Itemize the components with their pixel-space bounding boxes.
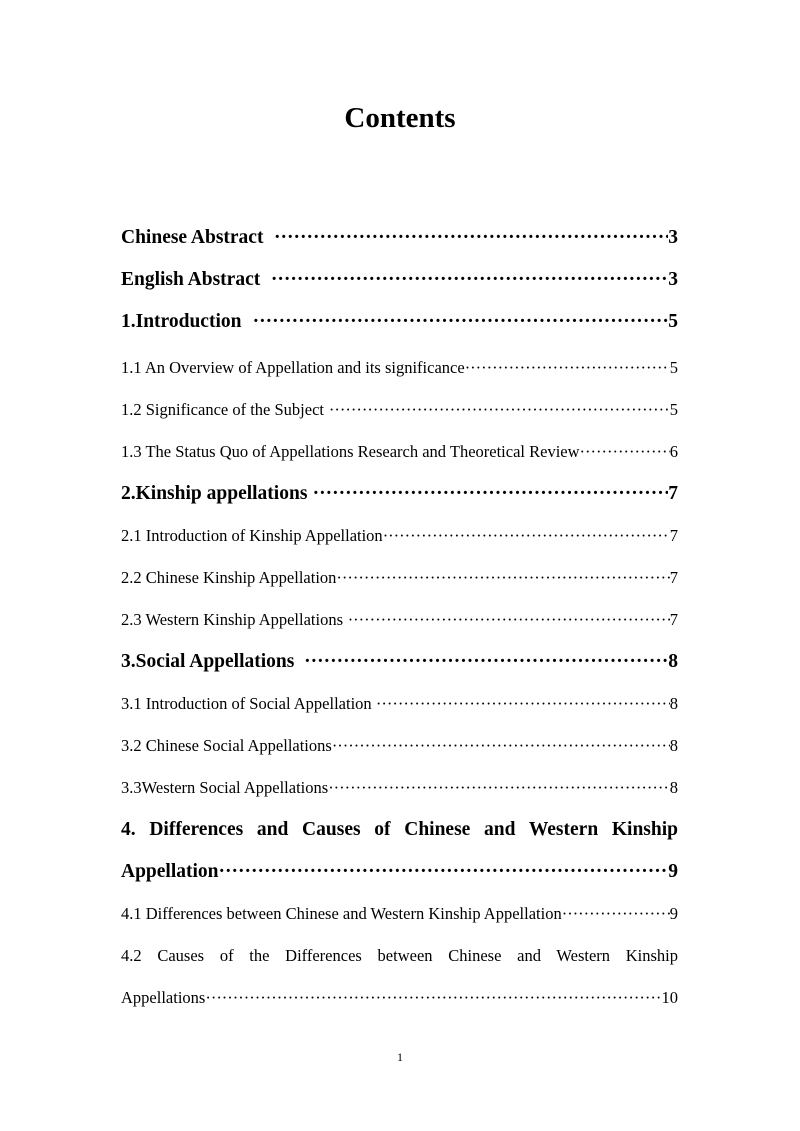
toc-entry-social-appellations[interactable] xyxy=(121,648,678,676)
dot-leader xyxy=(205,986,661,1010)
toc-page-number: 6 xyxy=(669,442,678,461)
toc-entry-1-2[interactable] xyxy=(121,398,678,422)
toc-page-number: 8 xyxy=(669,736,678,755)
toc-entry-differences-causes-line1[interactable] xyxy=(121,816,678,844)
toc-page-number: 7 xyxy=(669,610,678,629)
toc-entry-2-1[interactable] xyxy=(121,524,678,548)
toc-page-number: 3 xyxy=(668,269,678,290)
dot-leader xyxy=(329,398,670,422)
toc-entry-chinese-abstract[interactable] xyxy=(121,224,678,252)
toc-entry-label: Appellations xyxy=(121,988,206,1007)
toc-entry-label: 4.2 Causes of the Differences between Chinese and Western Kinship xyxy=(121,946,678,965)
toc-entry-1-3[interactable] xyxy=(121,440,678,464)
dot-leader xyxy=(336,566,669,590)
dot-leader xyxy=(348,608,670,632)
toc-page-number: 3 xyxy=(668,227,678,248)
toc-entry-4-2-line1[interactable] xyxy=(121,944,678,968)
dot-leader xyxy=(253,308,669,336)
dot-leader xyxy=(219,858,669,886)
toc-page-number: 8 xyxy=(668,651,678,672)
dot-leader xyxy=(274,224,668,252)
toc-entry-label: 3.2 Chinese Social Appellations xyxy=(121,736,332,755)
toc-entry-introduction[interactable] xyxy=(121,308,678,336)
toc-entry-kinship-appellations[interactable] xyxy=(121,480,678,508)
toc-entry-3-1[interactable] xyxy=(121,692,678,716)
dot-leader xyxy=(376,692,670,716)
toc-page-number: 10 xyxy=(661,988,678,1007)
toc-entry-differences-causes[interactable] xyxy=(121,858,678,886)
page-title: Contents xyxy=(344,102,456,134)
toc-entry-label: Chinese Abstract xyxy=(121,227,264,248)
toc-entry-english-abstract[interactable] xyxy=(121,266,678,294)
toc-page-number: 7 xyxy=(669,526,678,545)
toc-entry-label: 1.Introduction xyxy=(121,311,242,332)
toc-entry-label: 2.2 Chinese Kinship Appellation xyxy=(121,568,337,587)
toc-entry-3-2[interactable] xyxy=(121,734,678,758)
toc-page-number: 5 xyxy=(669,400,678,419)
toc-entry-3-3[interactable] xyxy=(121,776,678,800)
toc-page-number: 7 xyxy=(669,568,678,587)
toc-page-number: 9 xyxy=(669,904,678,923)
toc-page-number: 8 xyxy=(669,694,678,713)
toc-page-number: 5 xyxy=(668,311,678,332)
dot-leader xyxy=(580,440,670,464)
toc-page-number: 9 xyxy=(668,861,678,882)
toc-entry-label: 4.1 Differences between Chinese and Western Kinship Appellation xyxy=(121,904,562,923)
toc-entry-label: 1.1 An Overview of Appellation and its significance xyxy=(121,358,465,377)
toc-entry-label: 2.Kinship appellations xyxy=(121,483,308,504)
dot-leader xyxy=(271,266,668,294)
page-number-footer: 1 xyxy=(397,1050,403,1064)
toc-page-number: 8 xyxy=(669,778,678,797)
toc-page-number: 7 xyxy=(668,483,678,504)
dot-leader xyxy=(332,734,670,758)
dot-leader xyxy=(304,648,668,676)
toc-entry-label: 1.3 The Status Quo of Appellations Research and Theoretical Review xyxy=(121,442,580,461)
dot-leader xyxy=(313,480,669,508)
toc-entry-2-3[interactable] xyxy=(121,608,678,632)
toc-page-number: 5 xyxy=(669,358,678,377)
toc-entry-2-2[interactable] xyxy=(121,566,678,590)
toc-entry-label: 3.Social Appellations xyxy=(121,651,295,672)
dot-leader xyxy=(383,524,670,548)
toc-entry-label: 3.3Western Social Appellations xyxy=(121,778,329,797)
toc-entry-label: 4. Differences and Causes of Chinese and Western Kinship xyxy=(121,819,678,840)
toc-entry-label: 2.3 Western Kinship Appellations xyxy=(121,610,344,629)
toc-entry-label: 1.2 Significance of the Subject xyxy=(121,400,324,419)
toc-entry-label: English Abstract xyxy=(121,269,261,290)
toc-entry-1-1[interactable] xyxy=(121,356,678,380)
dot-leader xyxy=(465,356,670,380)
toc-entry-4-2[interactable] xyxy=(121,986,678,1010)
dot-leader xyxy=(328,776,670,800)
dot-leader xyxy=(562,902,670,926)
toc-entry-4-1[interactable] xyxy=(121,902,678,926)
toc-entry-label: 2.1 Introduction of Kinship Appellation xyxy=(121,526,383,545)
toc-entry-label: 3.1 Introduction of Social Appellation xyxy=(121,694,372,713)
toc-entry-label: Appellation xyxy=(121,861,219,882)
